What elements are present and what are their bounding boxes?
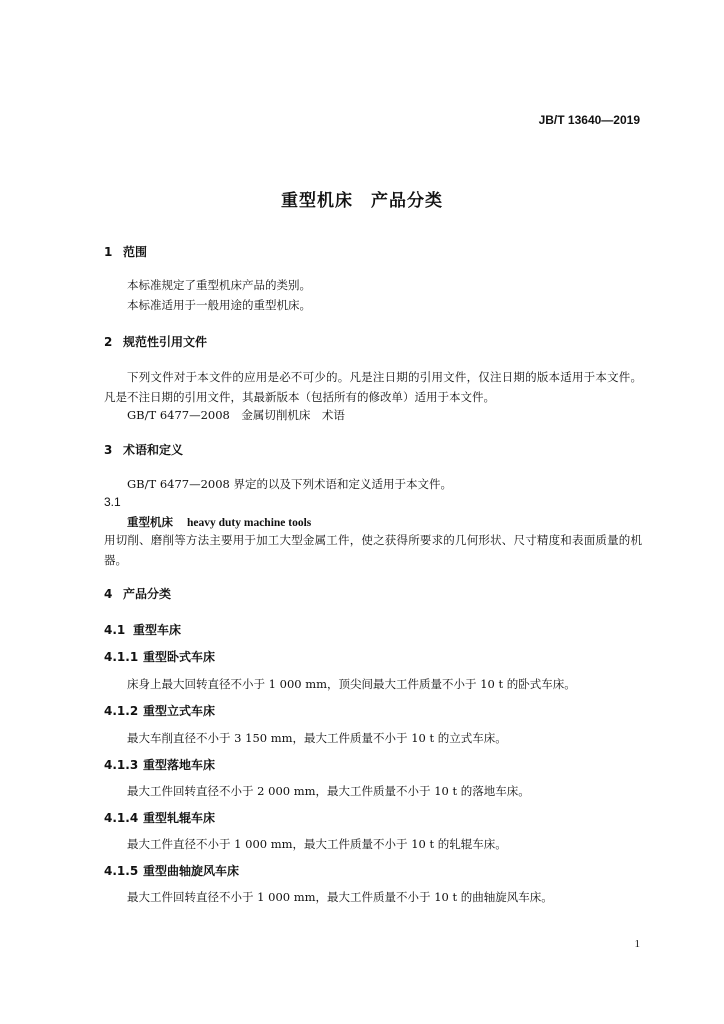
section-number: 1	[104, 245, 113, 259]
clause-text: 最大工件回转直径不小于 1 000 mm，最大工件质量不小于 10 t 的曲轴旋风车床。	[127, 890, 553, 904]
clause-text: 最大车削直径不小于 3 150 mm，最大工件质量不小于 10 t 的立式车床。	[127, 731, 507, 745]
section-2-heading	[104, 333, 207, 350]
section-title: 产品分类	[123, 587, 172, 601]
normative-reference: GB/T 6477—2008 金属切削机床 术语	[127, 408, 345, 422]
clause-4-1-5-heading	[104, 862, 239, 879]
section-3-heading	[104, 441, 183, 458]
standard-number: JB/T 13640—2019	[538, 113, 640, 127]
clause-4-1-2-heading	[104, 702, 215, 719]
subsection-number: 4.1	[104, 623, 126, 637]
clause-number: 4.1.2	[104, 704, 139, 718]
clause-number: 4.1.1	[104, 650, 139, 664]
section-number: 2	[104, 335, 113, 349]
clause-title: 重型曲轴旋风车床	[143, 864, 240, 878]
term-english: heavy duty machine tools	[187, 517, 312, 529]
clause-text: 床身上最大回转直径不小于 1 000 mm，顶尖间最大工件质量不小于 10 t 的卧式车床。	[127, 677, 576, 691]
clause-title: 重型立式车床	[143, 704, 216, 718]
clause-text: 最大工件回转直径不小于 2 000 mm，最大工件质量不小于 10 t 的落地车床。	[127, 784, 530, 798]
section-4-heading	[104, 585, 171, 602]
subsection-title: 重型车床	[133, 623, 182, 637]
term-number: 3.1	[104, 495, 121, 509]
section-title: 规范性引用文件	[123, 335, 208, 349]
clause-number: 4.1.4	[104, 811, 139, 825]
term-chinese: 重型机床	[127, 515, 173, 529]
section-1-paragraph: 本标准规定了重型机床产品的类别。	[127, 278, 311, 292]
clause-number: 4.1.5	[104, 864, 139, 878]
clause-4-1-1-heading	[104, 648, 215, 665]
term-entry	[127, 514, 311, 530]
section-1-paragraph: 本标准适用于一般用途的重型机床。	[127, 298, 311, 312]
section-number: 4	[104, 587, 113, 601]
section-2-paragraph: 下列文件对于本文件的应用是必不可少的。凡是注日期的引用文件，仅注日期的版本适用于本文件。凡是不注日期的引用文件，其最新版本（包括所有的修改单）适用于本文件。	[104, 370, 642, 404]
clause-text: 最大工件直径不小于 1 000 mm，最大工件质量不小于 10 t 的轧辊车床。	[127, 837, 507, 851]
clause-title: 重型卧式车床	[143, 650, 216, 664]
clause-title: 重型落地车床	[143, 758, 216, 772]
section-title: 范围	[123, 245, 148, 259]
document-title: 重型机床 产品分类	[281, 191, 443, 211]
subsection-4-1-heading	[104, 621, 181, 638]
section-title: 术语和定义	[123, 443, 184, 457]
clause-4-1-3-heading	[104, 756, 215, 773]
clause-title: 重型轧辊车床	[143, 811, 216, 825]
section-1-heading	[104, 243, 147, 260]
page-number: 1	[634, 938, 640, 950]
term-definition: 用切削、磨削等方法主要用于加工大型金属工件，使之获得所要求的几何形状、尺寸精度和表面质量的机器。	[104, 533, 642, 567]
section-number: 3	[104, 443, 113, 457]
clause-4-1-4-heading	[104, 809, 215, 826]
section-3-paragraph: GB/T 6477—2008 界定的以及下列术语和定义适用于本文件。	[127, 477, 453, 491]
clause-number: 4.1.3	[104, 758, 139, 772]
